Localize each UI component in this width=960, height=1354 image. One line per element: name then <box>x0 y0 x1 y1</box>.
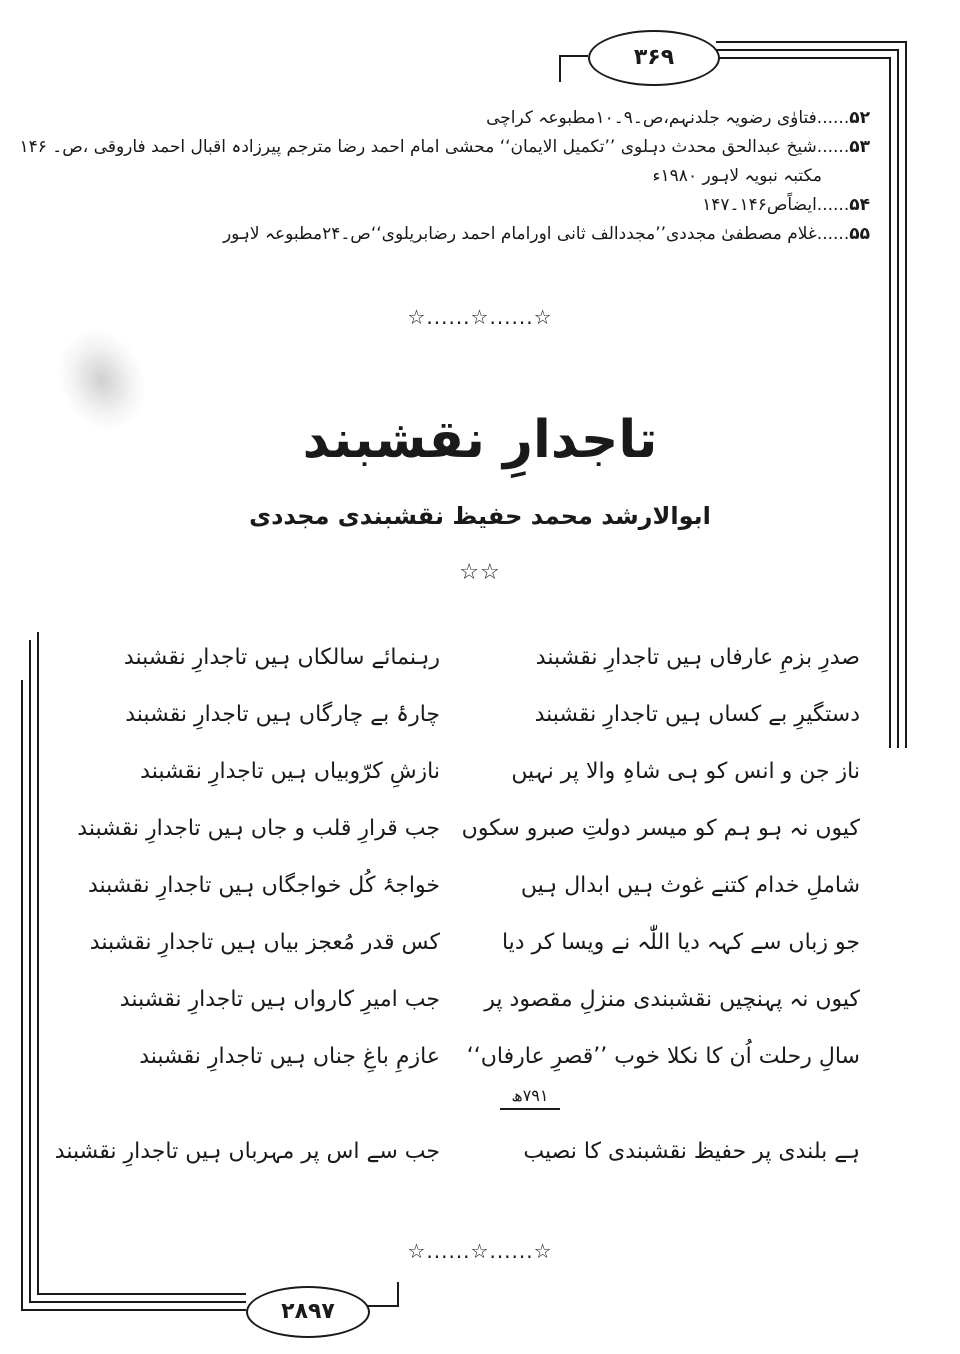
chronogram-date: ۷۹۱ھ <box>500 1084 560 1110</box>
verse-first-line: صدرِ بزمِ عارفاں ہیں تاجدارِ نقشبند <box>535 645 860 670</box>
footnote-text: ......ایضاًص۱۴۶۔۱۴۷ <box>702 195 850 215</box>
author-stars: ☆☆ <box>459 560 501 585</box>
frame-line-top-left-stub <box>560 56 588 82</box>
verse-first-line: سالِ رحلت اُن کا نکلا خوب ’’قصرِ عارفاں‘‘ <box>466 1044 860 1069</box>
verse-first-line: ناز جن و انس کو ہی شاہِ والا پر نہیں <box>511 759 860 784</box>
verse-second-line: جب سے اس پر مہرباں ہیں تاجدارِ نقشبند <box>54 1139 440 1164</box>
verse-first-line: دستگیرِ بے کساں ہیں تاجدارِ نقشبند <box>534 702 860 727</box>
verse-first-line: شاملِ خدام کتنے غوث ہیں ابدال ہیں <box>520 873 860 898</box>
couplet <box>89 921 860 978</box>
couplet <box>100 1035 860 1092</box>
verse-first-line: ہے بلندی پر حفیظ نقشبندی کا نصیب <box>523 1139 860 1164</box>
footnote-text: ......شیخ عبدالحق محدث دہلوی ’’تکمیل الایمان‘‘ محشی امام احمد رضا مترجم پیرزادہ اقبال احمد فاروقی ،ص۔ ۱۴۶ <box>19 137 850 157</box>
footnote-text: ......غلام مصطفیٰ مجددی’’مجددالف ثانی اورامام احمد رضابریلوی‘‘ص۔۲۴مطبوعہ لاہور <box>222 224 850 244</box>
footnote-number: ۵۴ <box>849 195 870 215</box>
frame-line-bottom-right-stub <box>366 1282 398 1306</box>
footnote-53 <box>19 133 870 162</box>
footnote-53-continuation <box>80 162 870 191</box>
footnote-text: مکتبہ نبویہ لاہور ۱۹۸۰ء <box>652 166 822 186</box>
footnote-number: ۵۵ <box>849 224 870 244</box>
footnote-text: ......فتاوٰی رضویہ جلدنہم،ص۔۹۔۱۰مطبوعہ کراچی <box>486 108 850 128</box>
couplet <box>87 864 860 921</box>
couplet <box>100 978 860 1035</box>
page-number-bottom: ۲۸۹۷ <box>246 1286 370 1338</box>
verse-second-line: خواجۂ کُل خواجگاں ہیں تاجدارِ نقشبند <box>87 873 440 898</box>
verse-second-line: جب قرارِ قلب و جاں ہیں تاجدارِ نقشبند <box>77 816 440 841</box>
article-author: ابوالارشد محمد حفیظ نقشبندی مجددی <box>249 502 711 530</box>
page-end-stars: ☆......☆......☆ <box>407 1239 553 1263</box>
footnotes-block <box>19 104 870 249</box>
footnote-52 <box>80 104 870 133</box>
couplet <box>100 636 860 693</box>
article-title: تاجدارِ نقشبند <box>302 410 658 470</box>
footnote-end-stars: ☆......☆......☆ <box>407 305 553 329</box>
verse-first-line: کیوں نہ ہو ہم کو میسر دولتِ صبرو سکوں <box>461 816 860 841</box>
couplet <box>77 807 860 864</box>
couplet <box>100 693 860 750</box>
poem <box>77 636 860 1092</box>
footnote-55 <box>80 220 870 249</box>
verse-second-line: عازمِ باغِ جناں ہیں تاجدارِ نقشبند <box>139 1044 440 1069</box>
verse-second-line: رہنمائے سالکاں ہیں تاجدارِ نقشبند <box>123 645 440 670</box>
verse-second-line: جب امیرِ کارواں ہیں تاجدارِ نقشبند <box>119 987 440 1012</box>
footnote-54 <box>80 191 870 220</box>
verse-first-line: جو زباں سے کہہ دیا اللّٰہ نے ویسا کر دیا <box>501 930 860 955</box>
couplet <box>100 750 860 807</box>
verse-second-line: کس قدر مُعجز بیاں ہیں تاجدارِ نقشبند <box>89 930 440 955</box>
final-couplet <box>54 1130 860 1180</box>
footnote-number: ۵۳ <box>849 137 870 157</box>
verse-first-line: کیوں نہ پہنچیں نقشبندی منزلِ مقصود پر <box>484 987 860 1012</box>
verse-second-line: چارۂ بے چارگاں ہیں تاجدارِ نقشبند <box>125 702 440 727</box>
footnote-number: ۵۲ <box>849 108 870 128</box>
verse-second-line: نازشِ کرّوبیاں ہیں تاجدارِ نقشبند <box>140 759 440 784</box>
page-number-top: ۳۶۹ <box>588 30 720 86</box>
